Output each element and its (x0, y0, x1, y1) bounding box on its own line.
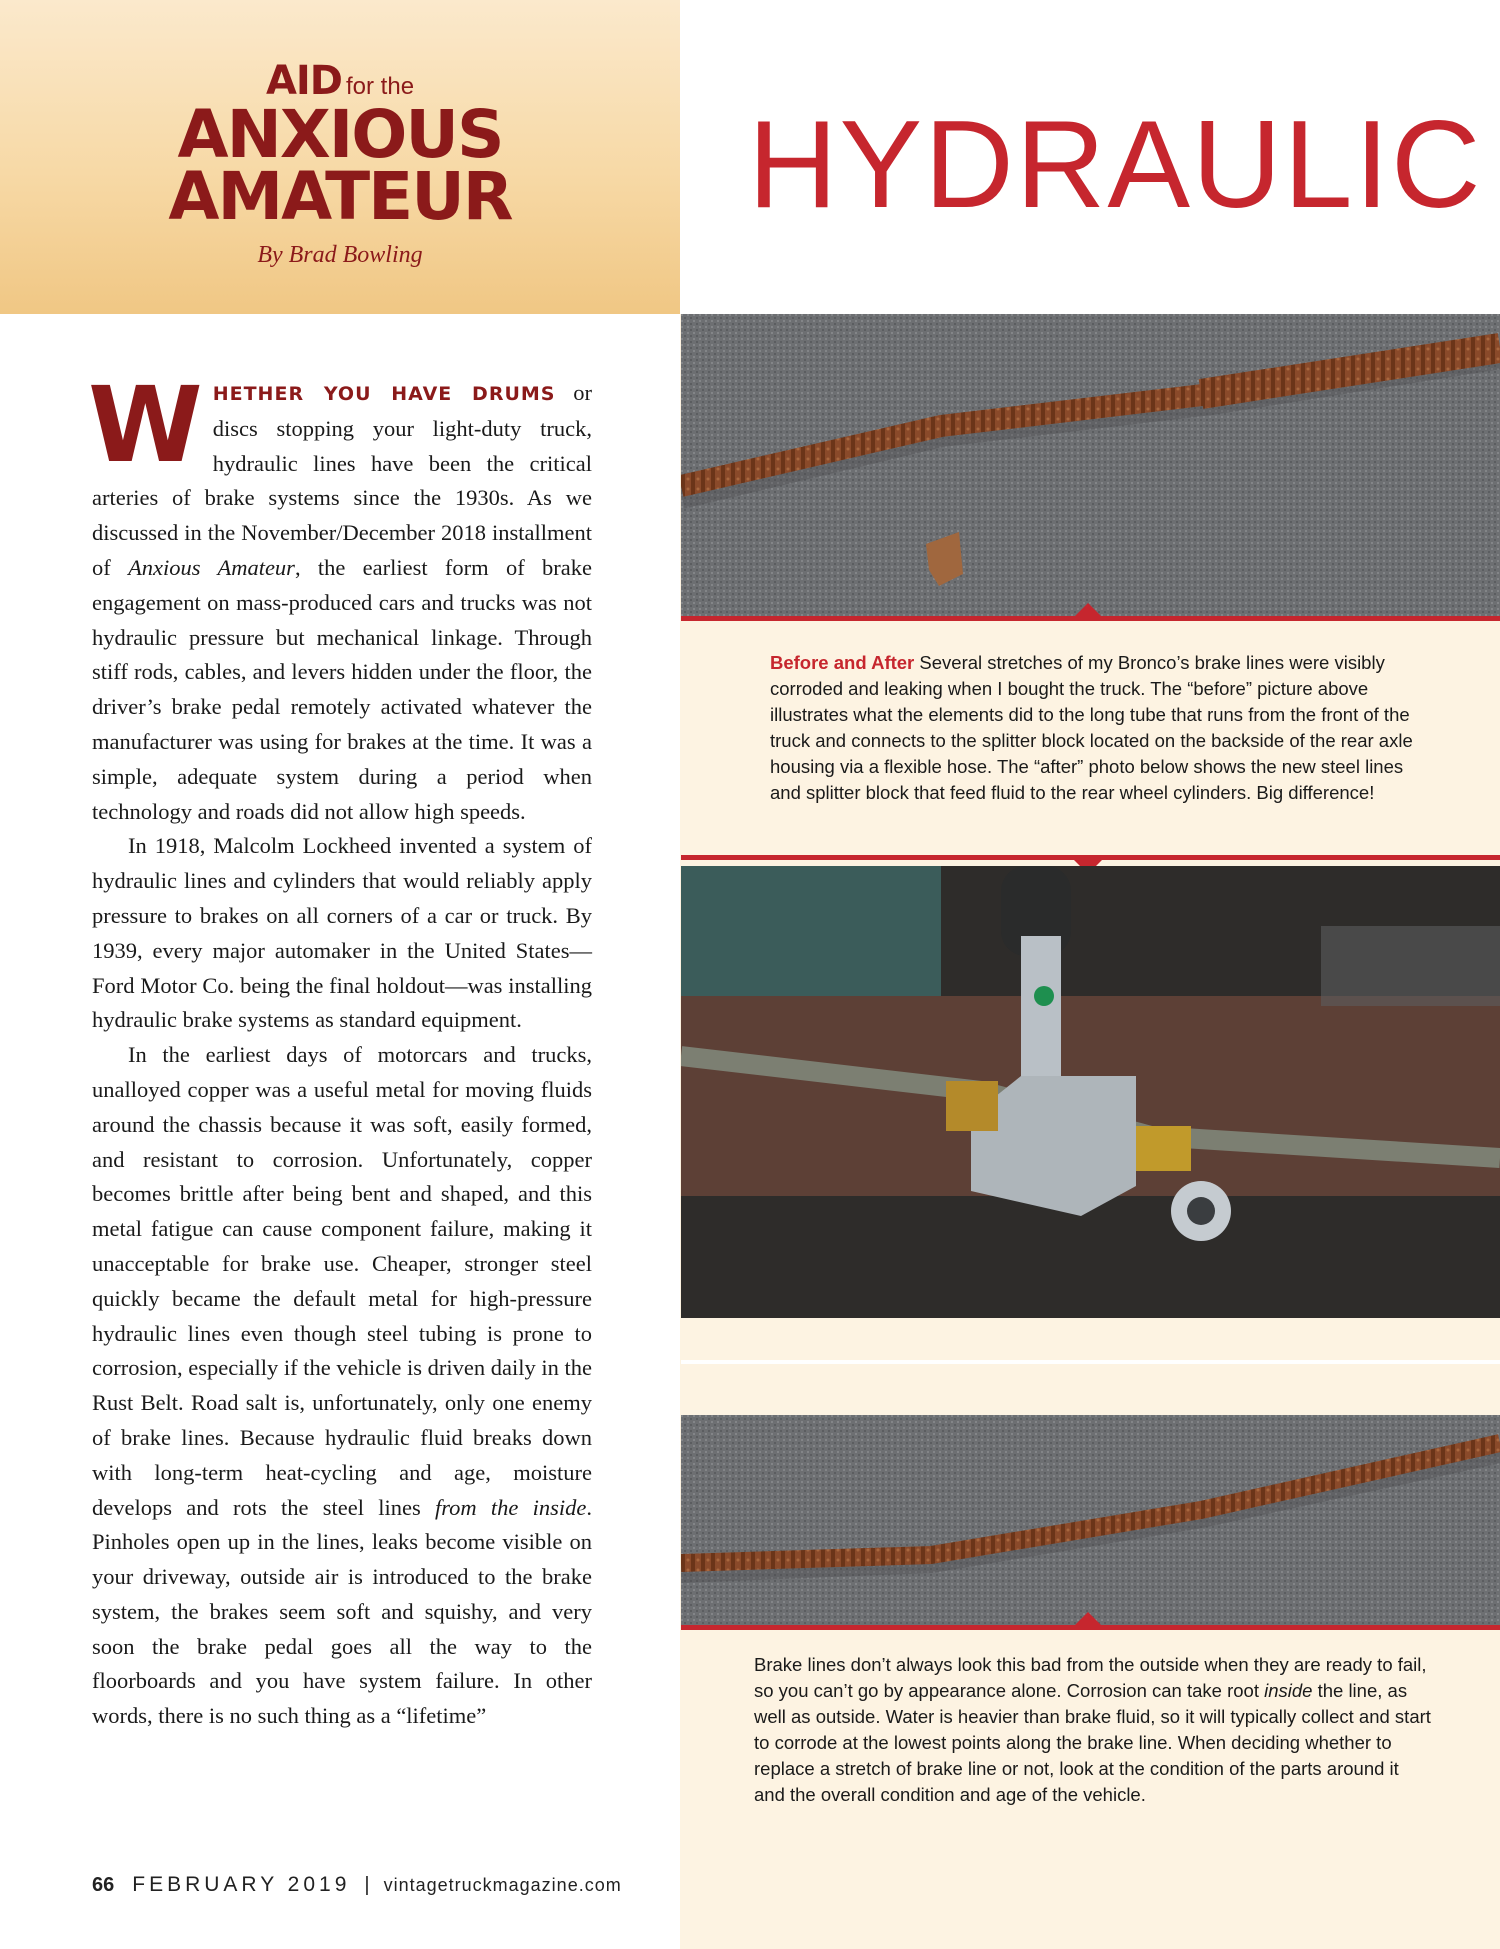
article-paragraph-1 (88, 364, 592, 829)
masthead-anxious: ANXIOUS (177, 96, 503, 173)
caption-2-italic: inside (1264, 1680, 1313, 1701)
article-body (88, 364, 593, 1734)
masthead (0, 0, 680, 314)
p3-part-b: . Pinholes open up in the lines, leaks become visible on your driveway, outside air is introduced to the brake system, the brakes seem soft and squishy, and very soon the brake pedal goes all the way to the floorboards and you have system failure. In other words, there is no such thing as a “lifetime” (92, 1494, 593, 1729)
masthead-aid: AID (265, 58, 342, 104)
divider-3 (681, 1360, 1500, 1364)
caption-brake-lines (754, 1652, 1431, 1808)
byline: By Brad Bowling (257, 242, 423, 268)
divider-4-notch (1074, 1612, 1102, 1626)
p3-part-a: In the earliest days of motorcars and trucks, unalloyed copper was a useful metal for moving fluids around the chassis because it was soft, easily formed, and resistant to corrosion. Unfortunately, copper becomes brittle after being bent and shaped, and this metal fatigue can cause component failure, making it unacceptable for brake use. Cheaper, stronger steel quickly became the default metal for high-pressure hydraulic lines even though steel tubing is prone to corrosion, especially if the vehicle is driven daily in the Rust Belt. Road salt is, unfortunately, only one enemy of brake lines. Because hydraulic fluid breaks down with long-term heat-cycling and age, moisture develops and rots the steel lines (92, 1042, 592, 1520)
p1-rest: or discs stopping your light-duty truck, hydraulic lines have been the critical arteries of brake systems since the 1930s. As we discussed in the November/December 2018 installment of (92, 380, 592, 580)
article-paragraph-2: In 1918, Malcolm Lockheed invented a system of hydraulic lines and cylinders that would reliably apply pressure to brakes on all corners of a car or truck. By 1939, every major automaker in the United States—Ford Motor Co. being the final holdout—was installing hydraulic brake systems as standard equipment. (92, 833, 592, 1033)
website-link[interactable]: vintagetruckmagazine.com (383, 1875, 622, 1895)
p1-italic: Anxious Amateur (128, 554, 295, 580)
article-paragraph-3 (92, 1038, 592, 1734)
photo-rusted-line (681, 314, 1500, 616)
photo-splitter-block (681, 866, 1500, 1318)
drop-cap: W (88, 364, 203, 486)
photo-corroded-line (681, 1415, 1500, 1625)
caption-body: Several stretches of my Bronco’s brake lines were visibly corroded and leaking when I bought the truck. The “before” picture above illustrates what the elements did to the long tube that runs from the front of the truck and connects to the splitter block located on the backside of the rear axle housing via a flexible hose. The “after” photo below shows the new steel lines and splitter block that feed fluid to the rear wheel cylinders. Big difference! (770, 652, 1413, 803)
page-title: HYDRAULIC (748, 96, 1483, 234)
caption-2-part-a: Brake lines don’t always look this bad from the outside when they are ready to fail, so you can’t go by appearance alone. Corrosion can take root (754, 1654, 1427, 1701)
footer-separator: | (364, 1874, 370, 1896)
p1-end: , the earliest form of brake engagement on mass-produced cars and trucks was not hydraulic pressure but mechanical linkage. Through stiff rods, cables, and levers hidden under the floor, the driver’s brake pedal remotely activated whatever the manufacturer was using for brakes at the time. It was a simple, adequate system during a period when technology and roads did not allow high speeds. (92, 554, 592, 824)
p3-italic: from the inside (434, 1494, 587, 1520)
divider-1-notch (1074, 603, 1102, 617)
lead-in: HETHER YOU HAVE DRUMS (212, 383, 556, 405)
masthead-amateur: AMATEUR (168, 158, 512, 235)
masthead-for-the: for the (346, 73, 415, 100)
page-footer (92, 1873, 622, 1897)
caption-lead: Before and After (770, 652, 915, 673)
caption-before-after (770, 650, 1416, 806)
page-number: 66 (92, 1874, 115, 1896)
issue-date: FEBRUARY 2019 (132, 1873, 351, 1896)
caption-2-part-b: the line, as well as outside. Water is heavier than brake fluid, so it will typically collect and start to corrode at the lowest points along the brake line. When deciding whether to replace a stretch of brake line or not, look at the condition of the parts around it and the overall condition and age of the vehicle. (754, 1680, 1431, 1805)
